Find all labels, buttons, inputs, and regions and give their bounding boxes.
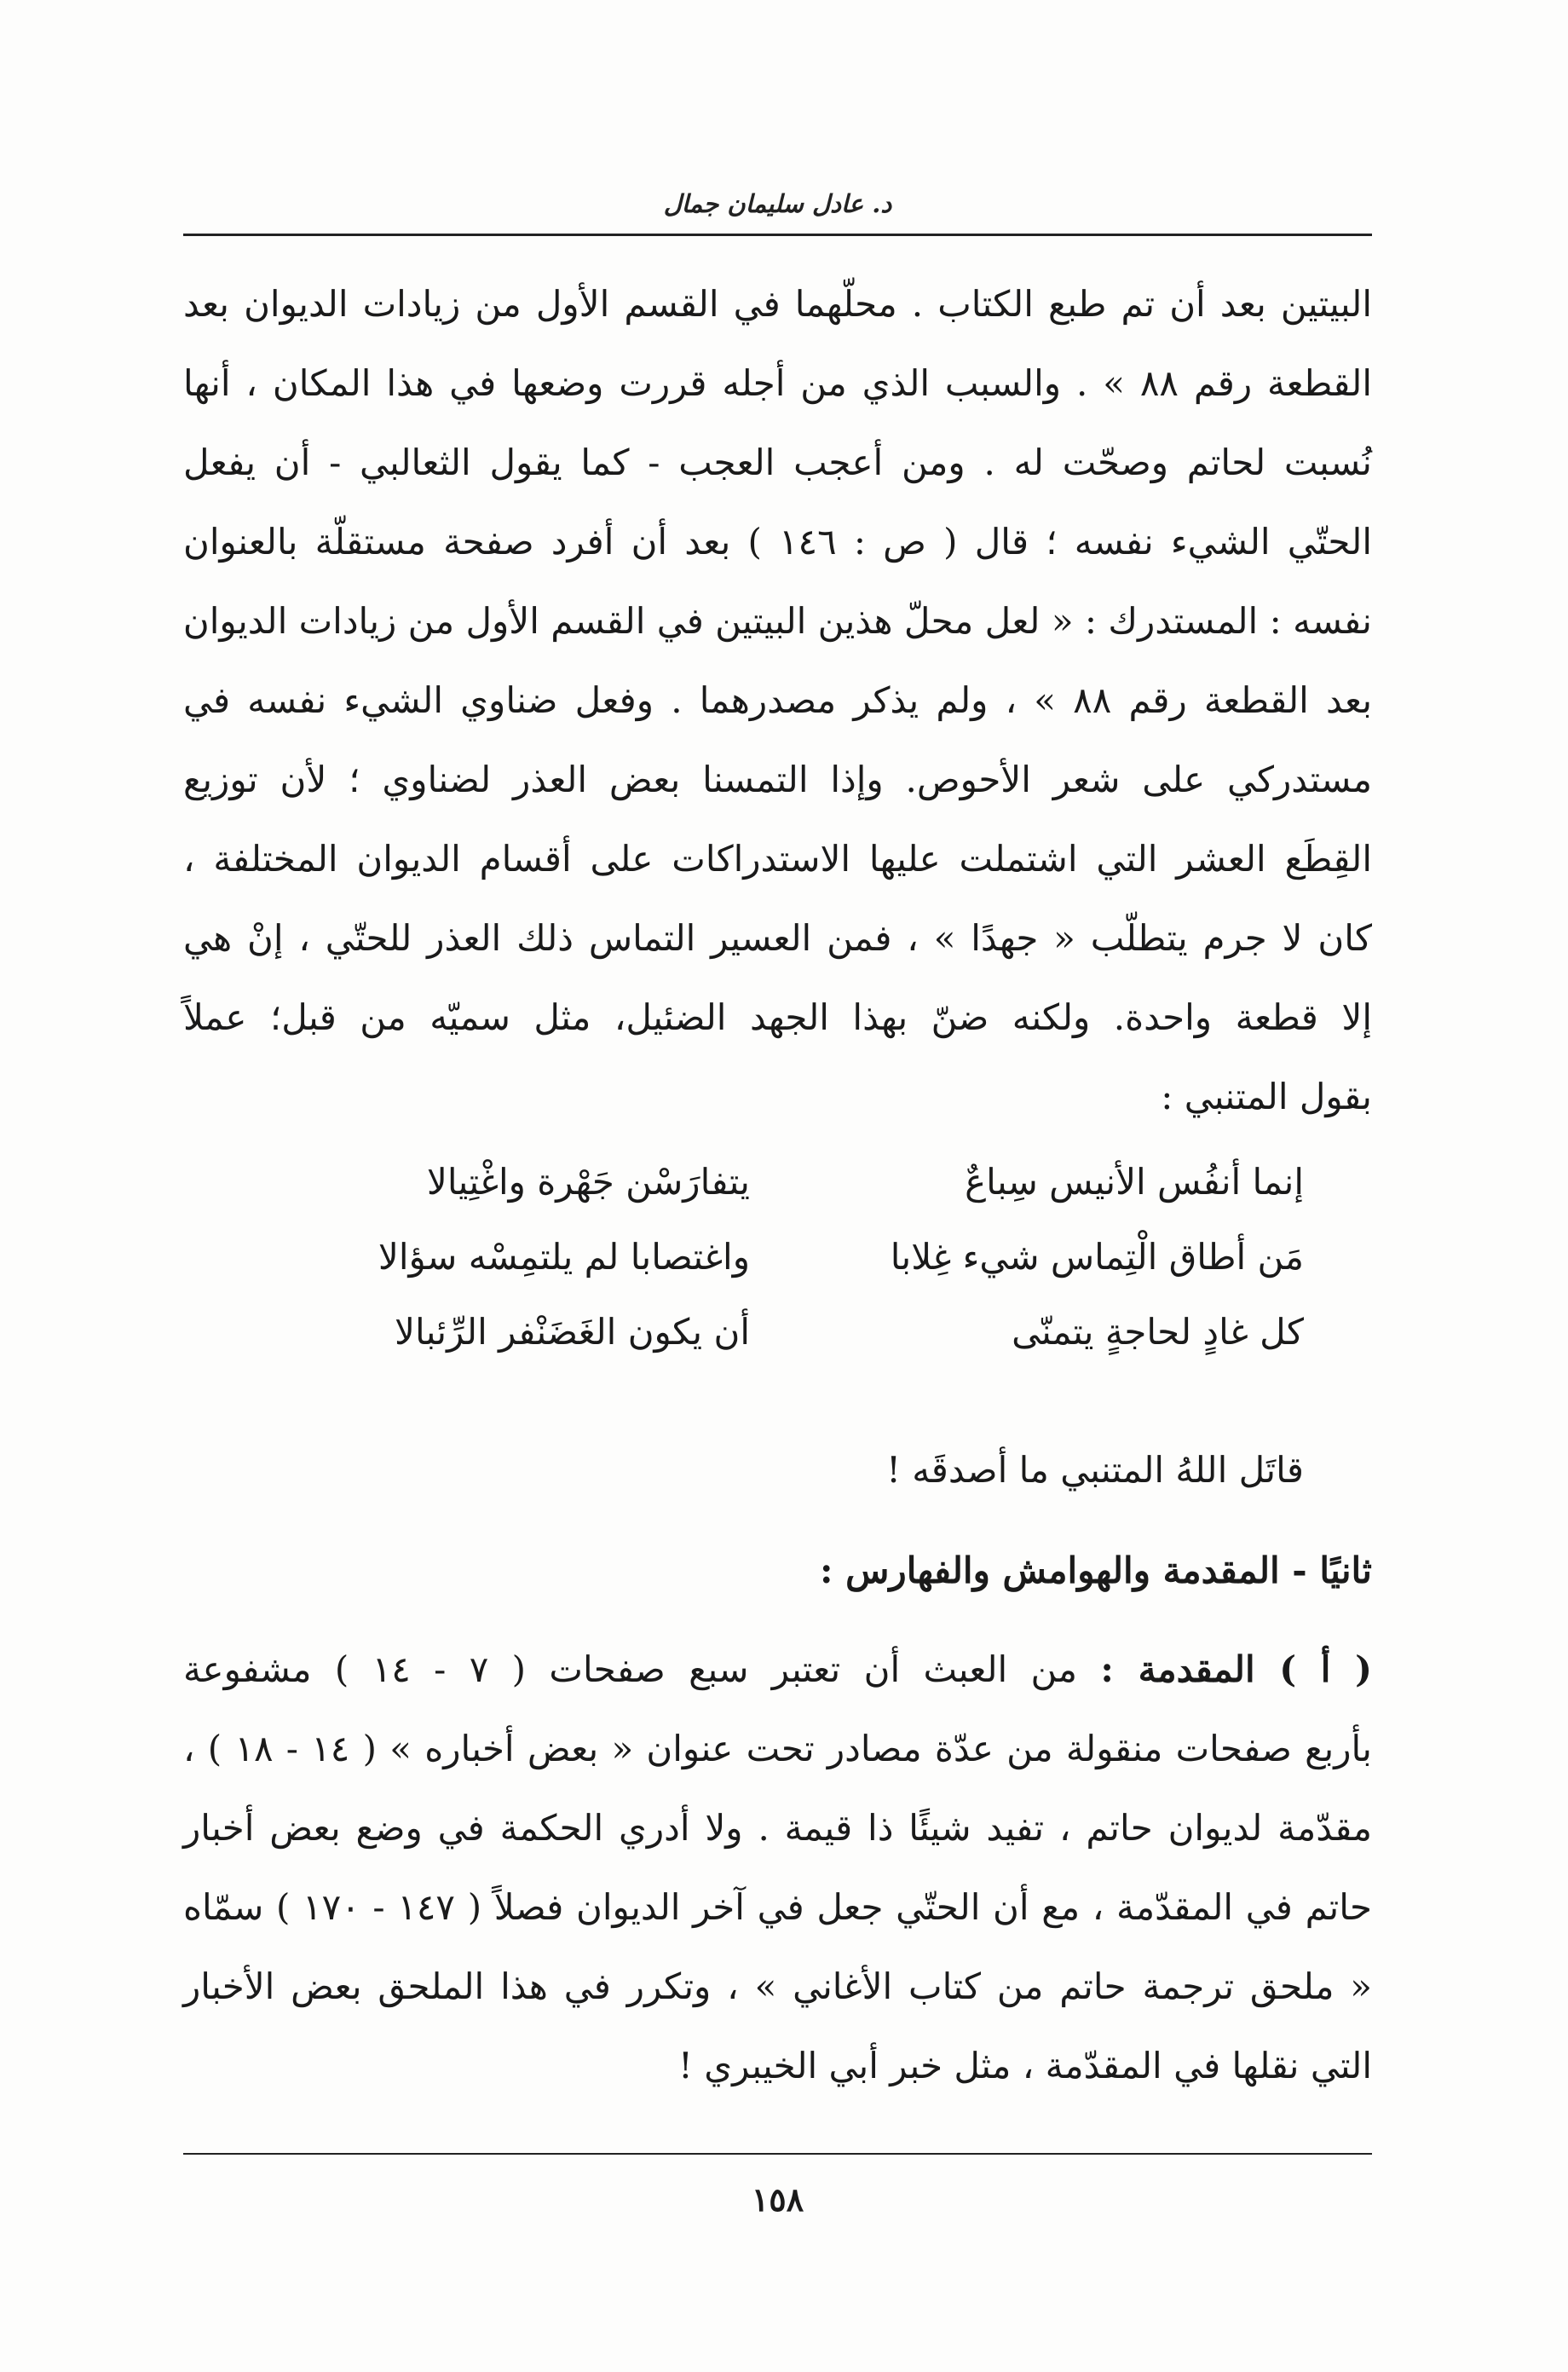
poem-verse: [183, 1311, 1372, 1386]
footer-rule: [183, 2153, 1372, 2155]
verse-first-half: مَن أطاق الْتِماس شيء غِلابا: [890, 1236, 1304, 1278]
text-line: « ملحق ترجمة حاتم من كتاب الأغاني » ، وتكرر في هذا الملحق بعض الأخبار: [183, 1965, 1372, 2007]
header-rule: [183, 234, 1372, 236]
poem: [183, 1161, 1372, 1386]
text-line: التي نقلها في المقدّمة ، مثل خبر أبي الخيبري !: [678, 2045, 1372, 2086]
text-line: البيتين بعد أن تم طبع الكتاب . محلّهما في القسم الأول من زيادات الديوان بعد: [183, 283, 1372, 325]
running-header: د. عادل سليمان جمال: [663, 189, 892, 218]
text-line: نُسبت لحاتم وصحّت له . ومن أعجب العجب - كما يقول الثعالبي - أن يفعل: [183, 442, 1372, 483]
text-line: بأربع صفحات منقولة من عدّة مصادر تحت عنوان « بعض أخباره » ( ١٤ - ١٨ ) ،: [183, 1728, 1372, 1769]
paragraph-2: [183, 1630, 1372, 2105]
verse-first-half: كل غادٍ لحاجةٍ يتمنّى: [1012, 1311, 1304, 1353]
verse-second-half: واغتصابا لم يلتمِسْه سؤالا: [378, 1236, 750, 1278]
text-line: مستدركي على شعر الأحوص. وإذا التمسنا بعض العذر لضناوي ؛ لأن توزيع: [183, 759, 1372, 800]
verse-second-half: يتفارَسْن جَهْرة واغْتِيالا: [426, 1161, 750, 1203]
verse-first-half: إنما أنفُس الأنيس سِباعٌ: [965, 1161, 1304, 1203]
text-line: بعد القطعة رقم ٨٨ » ، ولم يذكر مصدرهما . وفعل ضناوي الشيء نفسه في: [183, 679, 1373, 721]
text-line: القِطَع العشر التي اشتملت عليها الاستدراكات على أقسام الديوان المختلفة ،: [183, 838, 1372, 880]
verse-second-half: أن يكون الغَضَنْفر الرِّئبالا: [395, 1311, 750, 1353]
text-line: الحتّي الشيء نفسه ؛ قال ( ص : ١٤٦ ) بعد أن أفرد صفحة مستقلّة بالعنوان: [183, 521, 1372, 563]
text-line: إلا قطعة واحدة. ولكنه ضنّ بهذا الجهد الضئيل، مثل سميّه من قبل؛ عملاً: [183, 996, 1372, 1038]
exclamation-line: [183, 1449, 1372, 1491]
text-line: نفسه : المستدرك : « لعل محلّ هذين البيتين في القسم الأول من زيادات الديوان: [182, 600, 1372, 642]
paragraph-1: [183, 264, 1372, 1136]
text-line: بقول المتنبي :: [1161, 1076, 1372, 1117]
poem-verse: [183, 1161, 1372, 1236]
text-line: القطعة رقم ٨٨ » . والسبب الذي من أجله قررت وضعها في هذا المكان ، أنها: [183, 362, 1372, 404]
exclamation-text: قاتَل اللهُ المتنبي ما أصدقَه !: [886, 1449, 1304, 1491]
section-heading: ثانيًا - المقدمة والهوامش والفهارس :: [820, 1550, 1372, 1591]
text-line: [183, 1630, 1372, 1709]
text-line: مقدّمة لديوان حاتم ، تفيد شيئًا ذا قيمة . ولا أدري الحكمة في وضع بعض أخبار: [183, 1807, 1372, 1849]
subsection-lead: ( أ ) المقدمة :: [1100, 1648, 1372, 1690]
text-line: كان لا جرم يتطلّب « جهدًا » ، فمن العسير التماس ذلك العذر للحتّي ، إنْ هي: [183, 917, 1372, 959]
text-line: حاتم في المقدّمة ، مع أن الحتّي جعل في آخر الديوان فصلاً ( ١٤٧ - ١٧٠ ) سمّاه: [183, 1886, 1372, 1928]
text-line-rest: من العبث أن تعتبر سبع صفحات ( ٧ - ١٤ ) مشفوعة: [183, 1648, 1078, 1690]
poem-verse: [183, 1236, 1372, 1311]
page-number: ١٥٨: [751, 2180, 804, 2219]
